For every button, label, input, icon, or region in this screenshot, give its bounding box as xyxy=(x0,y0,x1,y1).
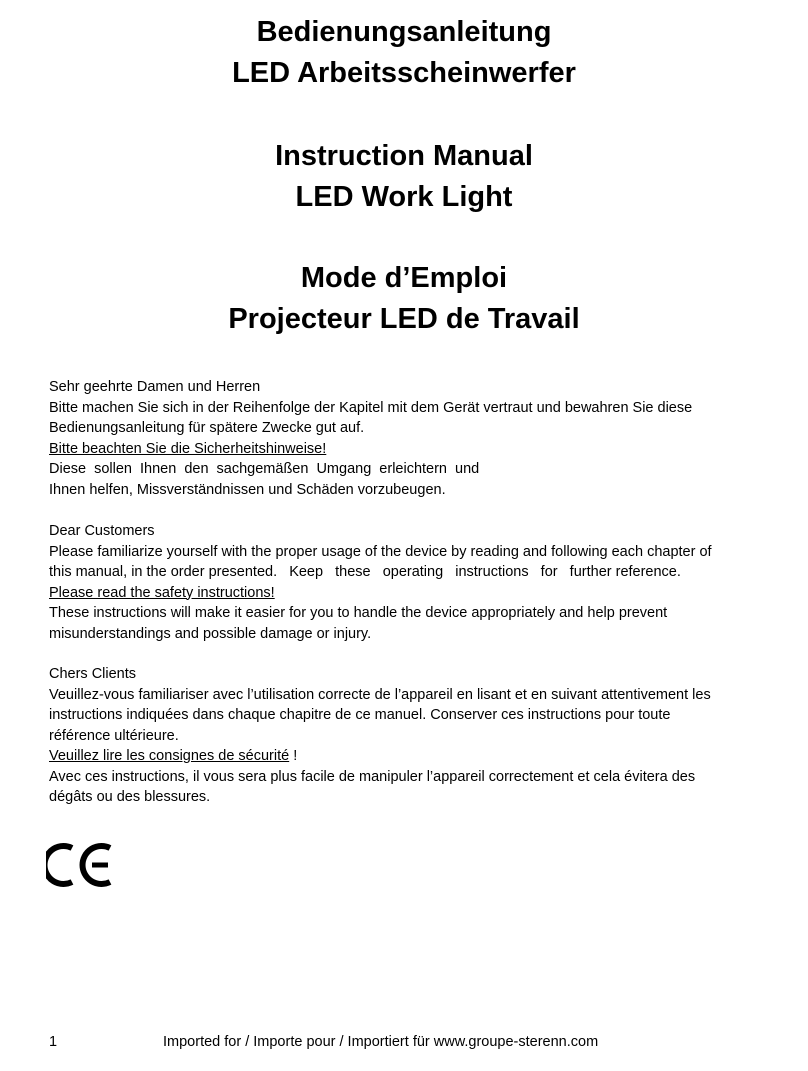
safety-notice-german: Bitte beachten Sie die Sicherheitshinweise! xyxy=(49,440,327,457)
title-english-line1: Instruction Manual xyxy=(275,140,533,172)
paragraph-line: instructions indiquées dans chaque chapitre de ce manuel. Conserver ces instructions pour toute xyxy=(49,707,671,723)
paragraph-line: Avec ces instructions, il vous sera plus facile de manipuler l’appareil correctement et cela évitera des xyxy=(49,768,696,785)
page-number: 1 xyxy=(49,1034,58,1050)
title-english-line2: LED Work Light xyxy=(295,181,513,213)
paragraph-line: this manual, in the order presented. Keep these operating instructions for further reference. xyxy=(49,564,681,580)
greeting-english: Dear Customers xyxy=(49,523,155,539)
paragraph-line: référence ultérieure. xyxy=(49,727,179,744)
title-french-line2: Projecteur LED de Travail xyxy=(228,303,580,335)
intro-section-french xyxy=(49,664,771,808)
ce-mark-icon xyxy=(46,840,112,890)
paragraph-line: These instructions will make it easier for you to handle the device appropriately and help prevent xyxy=(49,605,668,621)
paragraph-line: Diese sollen Ihnen den sachgemäßen Umgang erleichtern und xyxy=(49,461,480,477)
safety-notice-english: Please read the safety instructions! xyxy=(49,584,275,601)
safety-notice-french-suffix: ! xyxy=(289,748,298,764)
paragraph-line: Bedienungsanleitung für spätere Zwecke gut auf. xyxy=(49,420,365,436)
paragraph-line: Ihnen helfen, Missverständnissen und Schäden vorzubeugen. xyxy=(49,481,446,498)
title-german-line1: Bedienungsanleitung xyxy=(256,16,552,48)
paragraph-line: dégâts ou des blessures. xyxy=(49,789,211,805)
importer-notice: Imported for / Importe pour / Importiert für www.groupe-sterenn.com xyxy=(163,1034,599,1050)
title-french-line1: Mode d’Emploi xyxy=(300,262,508,294)
page-footer xyxy=(0,1032,808,1052)
title-german-line2: LED Arbeitsscheinwerfer xyxy=(232,57,576,89)
paragraph-line: Veuillez-vous familiariser avec l’utilisation correcte de l’appareil en lisant et en suivant attentivement les xyxy=(49,686,711,703)
title-block-french xyxy=(0,258,808,340)
paragraph-line: Please familiarize yourself with the proper usage of the device by reading and following each chapter of xyxy=(49,543,712,560)
title-block-english xyxy=(0,136,808,218)
greeting-german: Sehr geehrte Damen und Herren xyxy=(49,379,261,395)
intro-section-english xyxy=(49,521,771,644)
safety-notice-french: Veuillez lire les consignes de sécurité xyxy=(49,748,290,764)
intro-section-german xyxy=(49,377,771,500)
paragraph-line: misunderstandings and possible damage or injury. xyxy=(49,625,372,642)
paragraph-line: Bitte machen Sie sich in der Reihenfolge der Kapitel mit dem Gerät vertraut und bewahren Sie diese xyxy=(49,399,693,416)
title-block-german xyxy=(0,12,808,94)
greeting-french: Chers Clients xyxy=(49,666,137,682)
